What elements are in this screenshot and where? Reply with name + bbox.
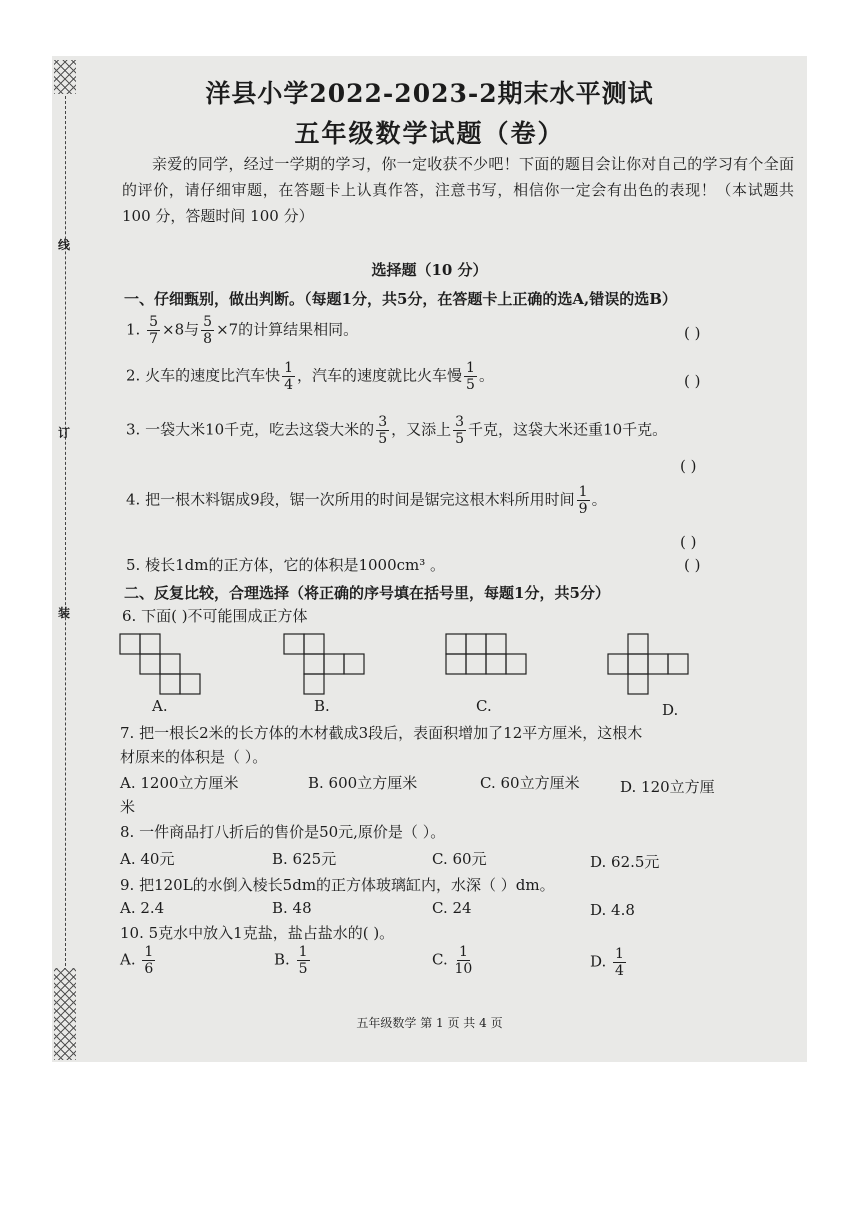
denominator: 10 xyxy=(454,961,473,977)
denominator: 5 xyxy=(378,431,388,447)
answer-paren-q5[interactable]: ( ) xyxy=(684,556,701,574)
fraction xyxy=(376,414,389,447)
answer-paren-q2[interactable]: ( ) xyxy=(684,372,701,390)
answer-paren-q4[interactable]: ( ) xyxy=(680,533,697,551)
q3-text-a: 一袋大米10千克，吃去这袋大米的 xyxy=(145,420,375,439)
q9-option-a[interactable]: A. 2.4 xyxy=(120,899,165,917)
question-7-line1: 7. 把一根长2米的长方体的木材截成3段后，表面积增加了12平方厘米，这根木 xyxy=(120,724,643,742)
fraction xyxy=(613,946,626,979)
denominator: 4 xyxy=(284,377,294,393)
q9-option-b[interactable]: B. 48 xyxy=(272,899,312,917)
q8-option-c[interactable]: C. 60元 xyxy=(432,850,487,868)
q3-text-c: 千克，这袋大米还重10千克。 xyxy=(468,420,668,439)
q4-number: 4. xyxy=(126,490,141,509)
denominator: 5 xyxy=(455,431,465,447)
fraction xyxy=(201,314,214,347)
q5-text: 棱长1dm的正方体，它的体积是1000cm³ 。 xyxy=(145,556,446,574)
fraction xyxy=(455,944,473,977)
intro-paragraph xyxy=(122,151,794,229)
q4-text-a: 把一根木料锯成9段，锯一次所用的时间是锯完这根木料所用时间 xyxy=(145,490,575,509)
section-title-choice: 选择题（10 分） xyxy=(371,261,488,279)
fraction xyxy=(142,944,155,977)
denominator: 6 xyxy=(144,961,154,977)
net-label-c: C. xyxy=(476,697,492,715)
intro-text: 亲爱的同学，经过一学期的学习，你一定收获不少吧！下面的题目会让你对自己的学习有个全面的评价，请仔细审题，在答题卡上认真作答，注意书写，相信你一定会有出色的表现！（本试题共 100 分，答题时间 100 分） xyxy=(122,155,794,225)
denominator: 8 xyxy=(203,331,213,347)
cube-net-d xyxy=(606,632,696,696)
numerator: 1 xyxy=(578,484,588,500)
q9-option-c[interactable]: C. 24 xyxy=(432,899,472,917)
cut-line xyxy=(65,96,66,966)
q7-option-a[interactable]: A. 1200立方厘米 xyxy=(120,774,239,792)
fraction xyxy=(282,360,295,393)
q4-text-b: 。 xyxy=(591,490,607,509)
answer-paren-q1[interactable]: ( ) xyxy=(684,324,701,342)
denominator: 5 xyxy=(298,961,308,977)
exam-subtitle: 五年级数学试题（卷） xyxy=(294,119,565,148)
option-label: B. xyxy=(274,950,290,969)
question-8: 8. 一件商品打八折后的售价是50元,原价是（ ）。 xyxy=(120,823,446,841)
q7-option-d[interactable]: D. 120立方厘 xyxy=(620,778,715,796)
q10-option-d[interactable] xyxy=(590,946,628,979)
denominator: 9 xyxy=(578,501,588,517)
cube-net-a xyxy=(118,632,208,696)
numerator: 3 xyxy=(455,414,465,430)
q1-text-a: ×8与 xyxy=(162,320,200,339)
q7-option-d-wrap: 米 xyxy=(120,798,136,816)
option-label: A. xyxy=(120,950,136,969)
q10-option-b[interactable] xyxy=(274,944,312,977)
numerator: 1 xyxy=(466,360,475,376)
numerator: 1 xyxy=(458,944,468,960)
fraction xyxy=(297,944,310,977)
option-label: C. xyxy=(432,950,448,969)
denominator: 4 xyxy=(615,963,624,979)
cube-net-c xyxy=(444,632,534,680)
q2-number: 2. xyxy=(126,366,141,385)
q3-number: 3. xyxy=(126,420,141,439)
denominator: 7 xyxy=(149,331,159,347)
net-label-b: B. xyxy=(314,697,330,715)
q8-option-b[interactable]: B. 625元 xyxy=(272,850,337,868)
numerator: 1 xyxy=(615,946,624,962)
question-9: 9. 把120L的水倒入棱长5dm的正方体玻璃缸内，水深（ ）dm。 xyxy=(120,876,555,894)
option-label: D. xyxy=(590,952,607,971)
numerator: 5 xyxy=(203,314,213,330)
q8-option-d[interactable]: D. 62.5元 xyxy=(590,853,660,871)
question-1 xyxy=(126,314,358,347)
exam-sheet xyxy=(52,56,807,1062)
gutter-char-xian: 线 xyxy=(58,238,71,252)
question-7-line2: 材原来的体积是（ ）。 xyxy=(120,748,268,766)
question-3 xyxy=(126,414,667,447)
q2-text-b: ，汽车的速度就比火车慢 xyxy=(297,366,463,385)
fraction xyxy=(453,414,466,447)
gutter-char-ding: 订 xyxy=(58,426,71,440)
q2-text-a: 火车的速度比汽车快 xyxy=(145,366,281,385)
q5-number: 5. xyxy=(126,556,141,574)
q3-text-b: ，又添上 xyxy=(391,420,452,439)
question-5 xyxy=(126,554,445,575)
gutter-char-zhuang: 装 xyxy=(58,606,71,620)
numerator: 1 xyxy=(144,944,154,960)
binding-gutter xyxy=(52,56,78,1062)
numerator: 3 xyxy=(378,414,388,430)
fraction xyxy=(147,314,160,347)
question-2 xyxy=(126,360,494,393)
numerator: 1 xyxy=(284,360,294,376)
q7-option-b[interactable]: B. 600立方厘米 xyxy=(308,774,418,792)
answer-paren-q3[interactable]: ( ) xyxy=(680,457,697,475)
net-label-d: D. xyxy=(662,701,679,719)
q8-option-a[interactable]: A. 40元 xyxy=(120,850,175,868)
net-label-a: A. xyxy=(152,697,168,715)
numerator: 1 xyxy=(298,944,308,960)
q7-option-c[interactable]: C. 60立方厘米 xyxy=(480,774,580,792)
q10-option-a[interactable] xyxy=(120,944,157,977)
cube-net-b xyxy=(282,632,372,696)
page-footer: 五年级数学 第 1 页 共 4 页 xyxy=(356,1016,503,1030)
exam-title: 洋县小学2022-2023-2期末水平测试 xyxy=(205,79,654,108)
part1-heading: 一、仔细甄别，做出判断。（每题1分，共5分，在答题卡上正确的选A,错误的选B） xyxy=(124,290,677,308)
denominator: 5 xyxy=(466,377,475,393)
question-4 xyxy=(126,484,607,517)
q9-option-d[interactable]: D. 4.8 xyxy=(590,901,635,919)
q2-text-c: 。 xyxy=(478,366,494,385)
fraction xyxy=(577,484,590,517)
part2-heading: 二、反复比较，合理选择（将正确的序号填在括号里，每题1分，共5分） xyxy=(124,584,610,602)
numerator: 5 xyxy=(149,314,159,330)
q10-option-c[interactable] xyxy=(432,944,474,977)
question-10: 10. 5克水中放入1克盐，盐占盐水的( )。 xyxy=(120,924,395,942)
q1-number: 1. xyxy=(126,320,141,339)
fraction xyxy=(464,360,477,393)
question-6: 6. 下面( )不可能围成正方体 xyxy=(122,607,308,625)
q1-text-b: ×7的计算结果相同。 xyxy=(216,320,359,339)
